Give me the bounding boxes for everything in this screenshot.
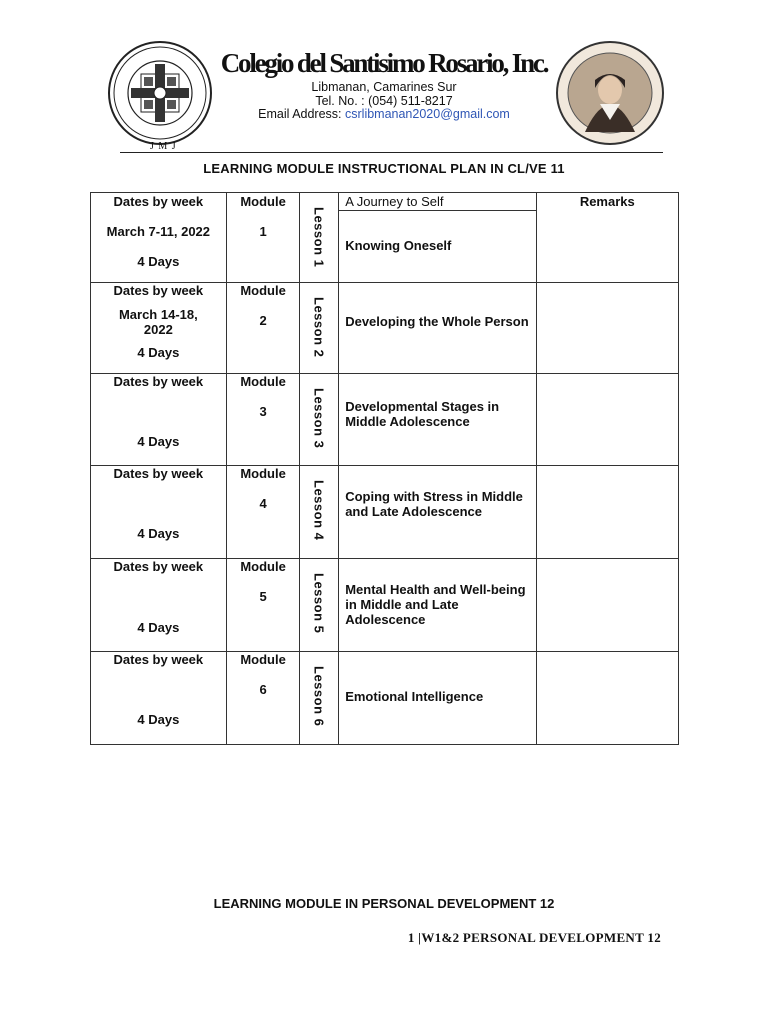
- days-value: 4 Days: [137, 526, 180, 541]
- module-cell: [226, 559, 300, 652]
- unit-title: A Journey to Self: [339, 193, 535, 211]
- plan-title: LEARNING MODULE INSTRUCTIONAL PLAN IN CL/VE 11: [203, 161, 565, 176]
- module-label: Module: [240, 466, 286, 481]
- remarks-cell: [536, 559, 678, 652]
- lesson-topic: Emotional Intelligence: [345, 689, 484, 704]
- lesson-cell: [300, 559, 339, 652]
- instructional-plan-table: [90, 192, 679, 745]
- remarks-cell: [536, 466, 678, 559]
- dates-cell: [91, 193, 227, 283]
- module-number: 3: [259, 404, 267, 419]
- dates-cell: [91, 374, 227, 466]
- email-label: Email Address:: [258, 107, 345, 121]
- remarks-header: Remarks: [579, 194, 635, 209]
- module-label: Module: [240, 652, 286, 667]
- jmj-label: J M J: [150, 141, 177, 152]
- topic-cell: [339, 193, 536, 283]
- dates-label: Dates by week: [113, 652, 204, 667]
- lesson-label: Lesson 3: [311, 388, 327, 449]
- dates-cell: [91, 652, 227, 745]
- lesson-label: Lesson 2: [311, 297, 327, 358]
- module-cell: [226, 374, 300, 466]
- dates-cell: [91, 466, 227, 559]
- lesson-label: Lesson 4: [311, 480, 327, 541]
- lesson-topic: Coping with Stress in Middle and Late Adolescence: [345, 489, 523, 519]
- school-email-line: [214, 107, 554, 121]
- remarks-cell: [536, 193, 678, 283]
- school-telephone: Tel. No. : (054) 511-8217: [315, 94, 453, 108]
- dates-value: March 14-18, 2022: [118, 307, 198, 337]
- remarks-cell: [536, 283, 678, 374]
- page-footer: 1 |W1&2 PERSONAL DEVELOPMENT 12: [407, 930, 661, 945]
- module-label: Module: [240, 283, 286, 298]
- module-number: 1: [259, 224, 267, 239]
- table-row: [91, 283, 679, 374]
- table-row: [91, 559, 679, 652]
- lesson-topic: Mental Health and Well-being in Middle and Late Adolescence: [345, 582, 526, 627]
- days-value: 4 Days: [137, 620, 180, 635]
- dates-value: [91, 482, 226, 496]
- days-value: 4 Days: [137, 434, 180, 449]
- lesson-cell: [300, 193, 339, 283]
- lesson-cell: [300, 283, 339, 374]
- module-number: 5: [259, 589, 267, 604]
- school-seal-logo: [107, 40, 213, 146]
- founder-portrait-seal: [555, 40, 665, 146]
- topic-cell: [339, 559, 536, 652]
- module-label: Module: [240, 559, 286, 574]
- lesson-topic: Developing the Whole Person: [345, 314, 529, 329]
- dates-label: Dates by week: [113, 283, 204, 298]
- table-row: [91, 193, 679, 283]
- remarks-cell: [536, 374, 678, 466]
- topic-cell: [339, 652, 536, 745]
- lesson-cell: [300, 374, 339, 466]
- lesson-cell: [300, 652, 339, 745]
- dates-label: Dates by week: [113, 559, 204, 574]
- module-label: Module: [240, 194, 286, 209]
- days-value: 4 Days: [137, 345, 180, 360]
- dates-cell: [91, 559, 227, 652]
- lesson-label: Lesson 5: [311, 573, 327, 634]
- lesson-topic: Developmental Stages in Middle Adolescence: [345, 399, 500, 429]
- days-value: 4 Days: [137, 254, 180, 269]
- module-cell: [226, 466, 300, 559]
- dates-label: Dates by week: [113, 194, 204, 209]
- lesson-label: Lesson 6: [311, 666, 327, 727]
- module-number: 2: [259, 313, 267, 328]
- dates-value: [91, 668, 226, 682]
- dates-cell: [91, 283, 227, 374]
- school-address: Libmanan, Camarines Sur: [311, 80, 457, 94]
- module-footer-title: LEARNING MODULE IN PERSONAL DEVELOPMENT 12: [213, 896, 555, 911]
- email-link[interactable]: csrlibmanan2020@gmail.com: [345, 107, 510, 121]
- module-cell: [226, 193, 300, 283]
- days-value: 4 Days: [137, 712, 180, 727]
- module-number: 6: [259, 682, 267, 697]
- dates-label: Dates by week: [113, 374, 204, 389]
- lesson-cell: [300, 466, 339, 559]
- dates-value: March 7-11, 2022: [106, 224, 211, 239]
- module-label: Module: [240, 374, 286, 389]
- school-name: Colegio del Santisimo Rosario, Inc.: [220, 48, 548, 78]
- dates-value: [91, 575, 226, 589]
- table-row: [91, 466, 679, 559]
- header-divider: [120, 152, 663, 153]
- lesson-topic: Knowing Oneself: [345, 238, 452, 253]
- module-cell: [226, 283, 300, 374]
- module-cell: [226, 652, 300, 745]
- topic-cell: [339, 283, 536, 374]
- lesson-label: Lesson 1: [311, 207, 327, 268]
- table-row: [91, 652, 679, 745]
- topic-cell: [339, 374, 536, 466]
- dates-label: Dates by week: [113, 466, 204, 481]
- remarks-cell: [536, 652, 678, 745]
- table-row: [91, 374, 679, 466]
- topic-cell: [339, 466, 536, 559]
- dates-value: [91, 390, 226, 404]
- module-number: 4: [259, 496, 267, 511]
